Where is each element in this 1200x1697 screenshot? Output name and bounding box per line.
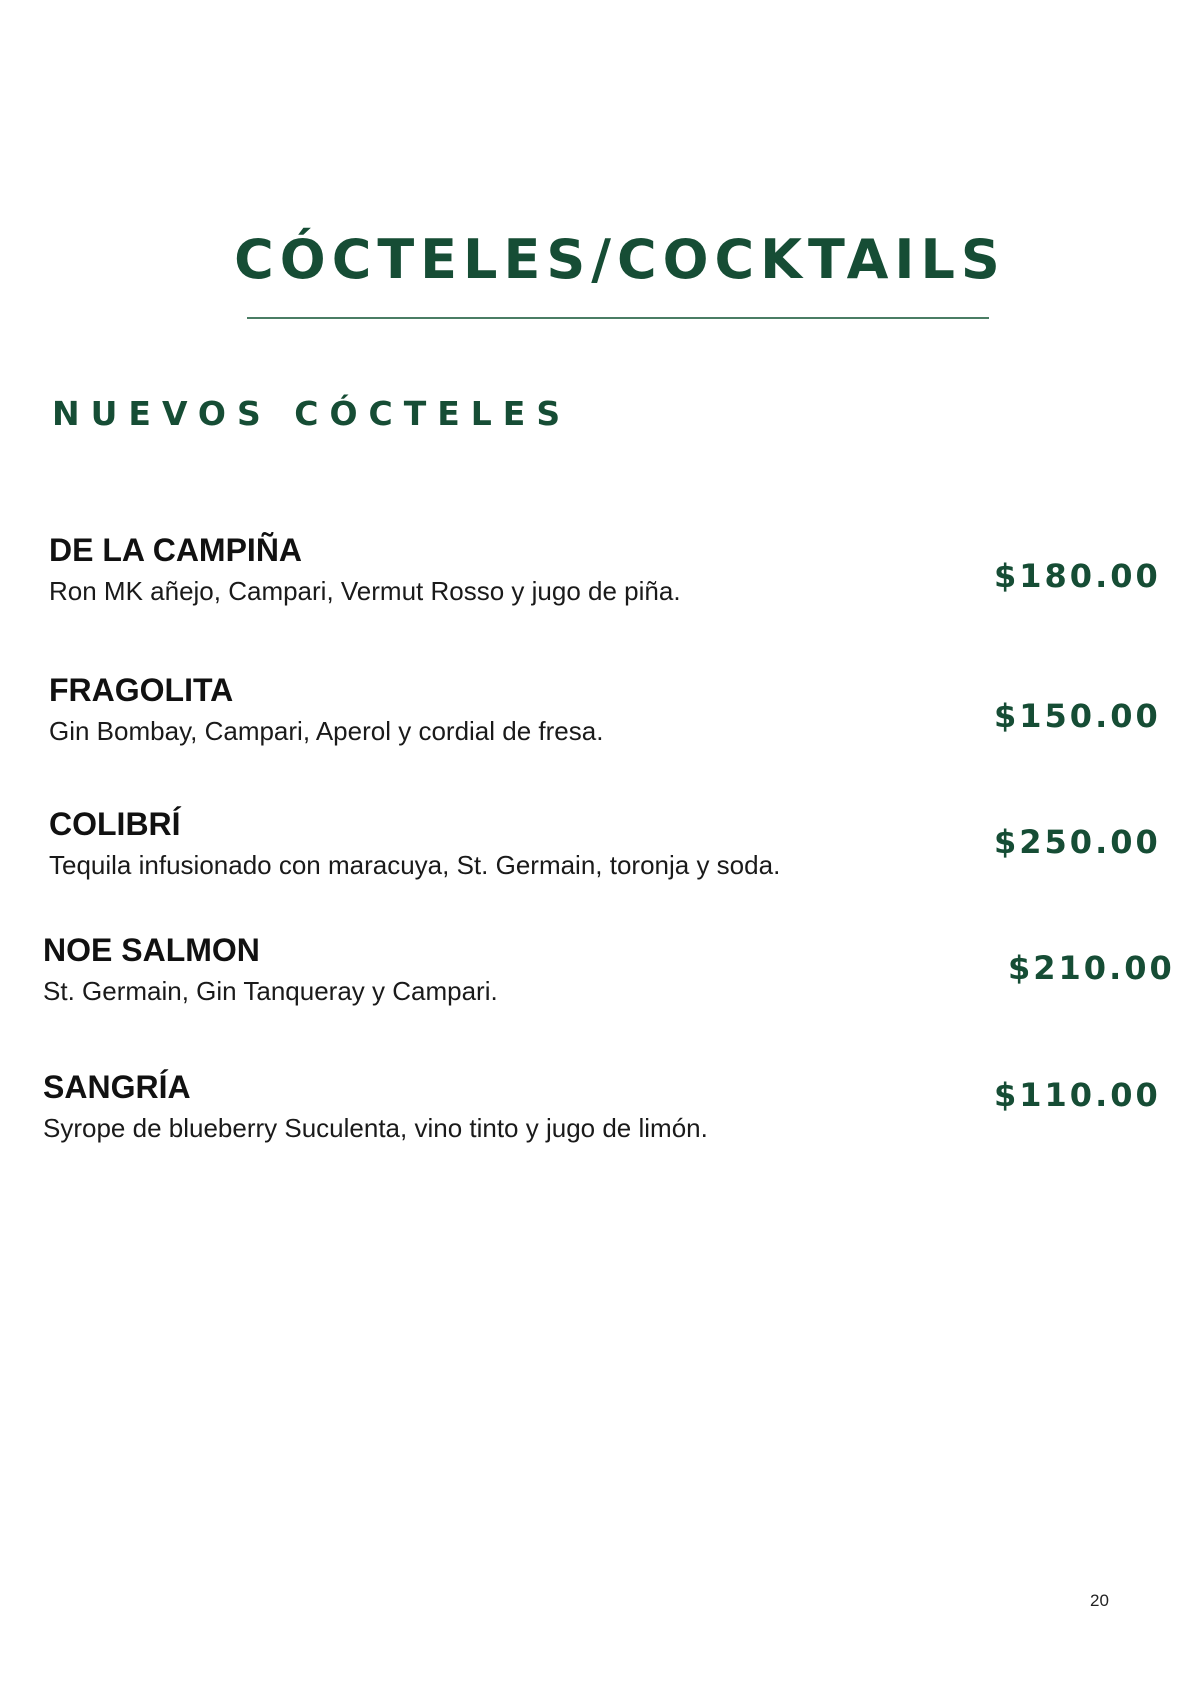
menu-item-description: Ron MK añejo, Campari, Vermut Rosso y jugo de piña. [49, 576, 681, 606]
section-heading: NUEVOS CÓCTELES [52, 394, 572, 433]
menu-item [0, 804, 1200, 894]
menu-item-price: $250.00 [994, 823, 1161, 861]
menu-item [0, 930, 1200, 1020]
menu-item [0, 1067, 1200, 1157]
menu-item-name: FRAGOLITA [49, 672, 234, 708]
menu-item-description: Syrope de blueberry Suculenta, vino tinto y jugo de limón. [43, 1113, 708, 1143]
menu-item-description: Gin Bombay, Campari, Aperol y cordial de fresa. [49, 716, 604, 746]
menu-item-description: Tequila infusionado con maracuya, St. Germain, toronja y soda. [49, 850, 781, 880]
menu-item-price: $110.00 [994, 1076, 1161, 1114]
menu-item-name: DE LA CAMPIÑA [49, 532, 303, 568]
title-divider [247, 317, 989, 319]
menu-item-name: SANGRÍA [43, 1069, 191, 1105]
menu-item-name: NOE SALMON [43, 932, 260, 968]
page-number: 20 [1090, 1591, 1109, 1610]
menu-item-name: COLIBRÍ [49, 806, 181, 842]
menu-item-description: St. Germain, Gin Tanqueray y Campari. [43, 976, 498, 1006]
menu-item-price: $210.00 [1008, 949, 1175, 987]
menu-item [0, 530, 1200, 620]
menu-item-price: $180.00 [994, 557, 1161, 595]
menu-item-price: $150.00 [994, 697, 1161, 735]
page-title: CÓCTELES/COCKTAILS [234, 228, 1006, 291]
menu-item [0, 670, 1200, 760]
